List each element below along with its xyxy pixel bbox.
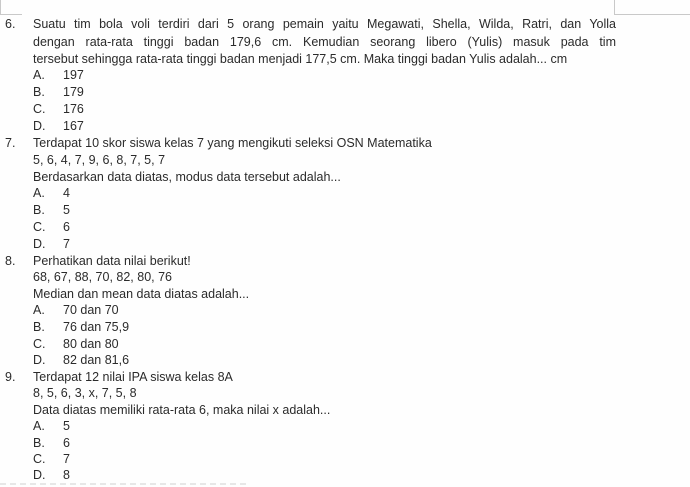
option-value: 82 dan 81,6 <box>63 353 130 367</box>
option-letter: B. <box>33 203 45 217</box>
option-value: 7 <box>63 452 70 466</box>
question-text-line: Terdapat 10 skor siswa kelas 7 yang mengikuti seleksi OSN Matematika <box>33 136 432 150</box>
question-number: 7. <box>5 136 16 150</box>
question-text-line: tersebut sehingga rata-rata tinggi badan menjadi 177,5 cm. Maka tinggi badan Yulis adalah... cm <box>33 52 568 66</box>
option-letter: A. <box>33 68 45 82</box>
option-letter: B. <box>33 436 45 450</box>
option-value: 4 <box>63 186 70 200</box>
option-value: 76 dan 75,9 <box>63 320 130 334</box>
option-value: 179 <box>63 85 84 99</box>
option-letter: B. <box>33 85 45 99</box>
option-letter: D. <box>33 119 46 133</box>
option-letter: A. <box>33 186 45 200</box>
option-value: 197 <box>63 68 84 82</box>
question-number: 6. <box>5 17 16 31</box>
frame-line-right-bottom <box>614 14 690 15</box>
option-letter: D. <box>33 353 46 367</box>
frame-line-left <box>0 0 1 14</box>
option-letter: C. <box>33 337 46 351</box>
option-value: 70 dan 70 <box>63 303 119 317</box>
question-text-line: Suatu tim bola voli terdiri dari 5 orang pemain yaitu Megawati, Shella, Wilda, Ratri, dan Yolla <box>33 17 616 31</box>
question-text-line: Median dan mean data diatas adalah... <box>33 287 250 301</box>
question-text-line: dengan rata-rata tinggi badan 179,6 cm. Kemudian seorang libero (Yulis) masuk pada tim <box>33 35 616 49</box>
question-number: 8. <box>5 254 16 268</box>
question-data-line: 68, 67, 88, 70, 82, 80, 76 <box>33 270 173 284</box>
option-letter: A. <box>33 303 45 317</box>
option-letter: C. <box>33 220 46 234</box>
question-text-line: Berdasarkan data diatas, modus data tersebut adalah... <box>33 170 341 184</box>
option-letter: C. <box>33 452 46 466</box>
option-value: 5 <box>63 419 70 433</box>
option-value: 80 dan 80 <box>63 337 119 351</box>
question-data-line: 8, 5, 6, 3, x, 7, 5, 8 <box>33 386 137 400</box>
option-value: 167 <box>63 119 84 133</box>
option-letter: D. <box>33 237 46 251</box>
option-value: 6 <box>63 436 70 450</box>
frame-line-left-bottom <box>0 14 22 15</box>
question-number: 9. <box>5 370 16 384</box>
faded-bottom-text <box>0 483 250 485</box>
question-data-line: 5, 6, 4, 7, 9, 6, 8, 7, 5, 7 <box>33 153 166 167</box>
option-value: 176 <box>63 102 84 116</box>
option-letter: D. <box>33 468 46 482</box>
option-letter: C. <box>33 102 46 116</box>
question-text-line: Terdapat 12 nilai IPA siswa kelas 8A <box>33 370 233 384</box>
frame-line-right <box>614 0 615 14</box>
option-value: 8 <box>63 468 70 482</box>
option-value: 5 <box>63 203 70 217</box>
question-text-line: Perhatikan data nilai berikut! <box>33 254 191 268</box>
option-letter: A. <box>33 419 45 433</box>
option-value: 7 <box>63 237 70 251</box>
question-text-line: Data diatas memiliki rata-rata 6, maka nilai x adalah... <box>33 403 331 417</box>
option-value: 6 <box>63 220 70 234</box>
option-letter: B. <box>33 320 45 334</box>
